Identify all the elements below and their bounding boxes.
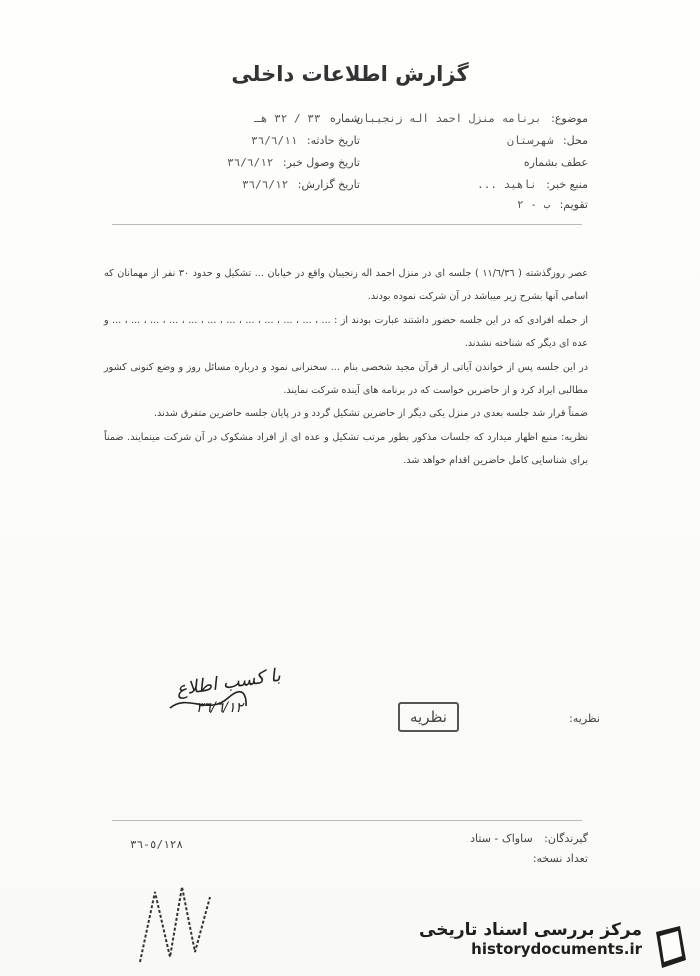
receipt-date-row <box>227 156 360 169</box>
signature-scribble-icon <box>168 688 248 718</box>
attachment-label: عطف بشماره <box>523 156 588 169</box>
number-row <box>254 112 360 125</box>
source-value: ناهيد ... <box>477 178 537 191</box>
evaluation-label: تقويم: <box>559 198 588 211</box>
report-body <box>104 262 588 473</box>
source-label: منبع خبر: <box>546 178 588 191</box>
evaluation-value: ب - ٢ <box>516 198 551 211</box>
handwritten-signature: با کسب اطلاع <box>175 664 282 701</box>
place-label: محل: <box>562 134 588 147</box>
number-label: شماره <box>329 112 360 125</box>
body-paragraph: ضمناً قرار شد جلسه بعدی در منزل یکی دیگر از حاضرین تشکیل گردد و در پایان جلسه حاضرین متفرق شدند. <box>153 408 588 420</box>
event-date-row <box>251 134 360 147</box>
body-paragraph: نظریه: منبع اظهار میدارد که جلسات مذکور بطور مرتب تشکیل و عده ای از افراد مشکوک در آن شرکت مینمایند. ضمناً برای شناسایی کامل حاضرین اقدام خواهد شد. <box>104 431 588 467</box>
document-title: گزارش اطلاعات داخلی <box>231 62 469 86</box>
body-paragraph: در این جلسه پس از خواندن آیاتی از قرآن مجید شخصی بنام ... سخنرانی نمود و درباره مسائل روز و وضع کنونی کشور مطالبی ایراد کرد و از حاضرین خواست که در برنامه های آینده شرکت نمایند. <box>104 361 588 397</box>
subject-value: برنامه منزل احمد اله زنجیبان <box>356 112 542 125</box>
attachment-row <box>524 156 588 169</box>
recipients-value: ساواک - ستاد <box>470 832 533 845</box>
approval-stamp: نظریه <box>398 702 459 732</box>
receipt-date-label: تاريخ وصول خبر: <box>282 156 360 169</box>
report-date-row <box>242 178 360 191</box>
header-divider <box>112 224 582 225</box>
copies-row <box>533 852 588 865</box>
body-paragraph: عصر روزگذشته ( ١١/٦/٣٦ ) جلسه ای در منزل احمد اله زنجیبان واقع در خیابان ... تشکیل و حدود ٣٠ نفر از مهمانان که اسامی آنها بشرح زیر میباشد در آن شرکت نموده بودند. <box>104 268 588 303</box>
recipients-label: گيرندگان: <box>544 832 588 845</box>
subject-label: موضوع: <box>551 112 588 125</box>
report-date-value: ٣٦/٦/١٢ <box>241 178 289 191</box>
archive-logo-icon <box>650 924 690 972</box>
subject-row <box>356 112 588 125</box>
reference-number: ٥/١٢٨-٣٦ <box>130 838 183 851</box>
event-date-value: ٣٦/٦/١١ <box>251 134 298 147</box>
ink-mark-icon <box>120 872 230 972</box>
footer-divider <box>112 820 582 821</box>
place-value: شهرستان <box>507 134 554 147</box>
recipients-row <box>470 832 588 845</box>
watermark-url: historydocuments.ir <box>471 940 642 958</box>
signature-date: ٣٦/٦/١٢ <box>196 700 244 716</box>
receipt-date-value: ٣٦/٦/١٢ <box>227 156 274 169</box>
watermark-persian: مرکز بررسی اسناد تاریخی <box>419 920 642 940</box>
report-date-label: تاريخ گزارش: <box>297 178 360 191</box>
evaluation-row <box>517 198 588 211</box>
opinion-label: نظريه: <box>569 712 600 725</box>
copies-label: تعداد نسخه: <box>532 852 588 865</box>
event-date-label: تاريخ حادثه: <box>306 134 360 147</box>
archive-watermark <box>419 920 686 958</box>
number-value: ٣٣ / ٣٢ هـ <box>254 112 321 125</box>
source-row <box>477 178 588 191</box>
place-row <box>507 134 588 147</box>
body-paragraph: از جمله افرادی که در این جلسه حضور داشتند عبارت بودند از : ... ، ... ، ... ، ... ، ... ، ... ، ... ، ... ، ... ، ... ، ... ، ... و عده ای دیگر که شناخته نشدند. <box>104 314 588 350</box>
